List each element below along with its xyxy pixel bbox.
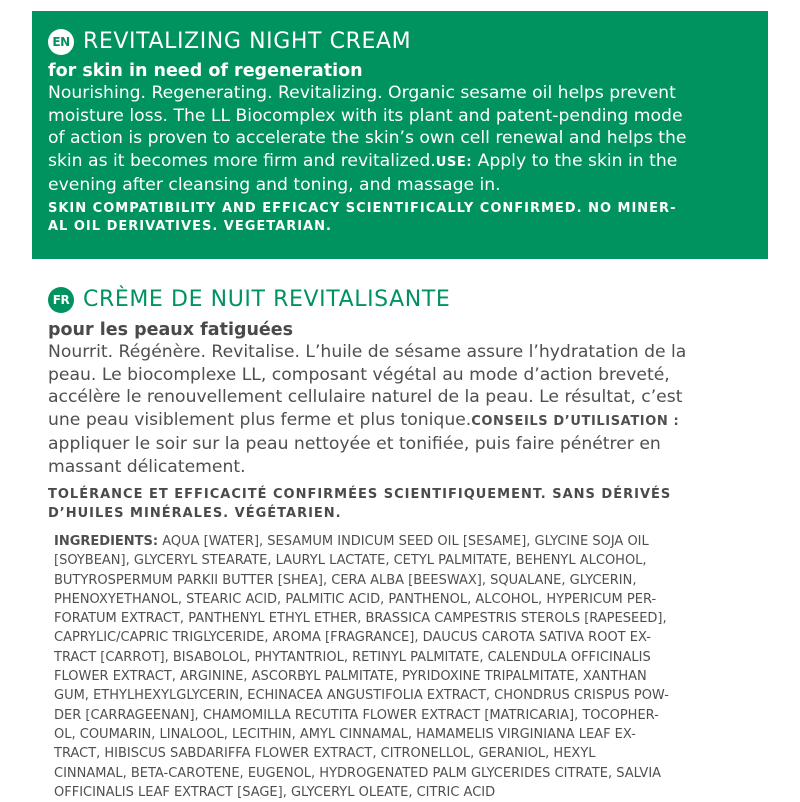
english-description-line: of action is proven to accelerate the skin’s own cell renewal and helps the <box>48 128 687 148</box>
ingredients-line: TRACT, HIBISCUS SABDARIFFA FLOWER EXTRACT, CITRONELLOL, GERANIOL, HEXYL <box>54 746 596 762</box>
ingredients-line: OL, COUMARIN, LINALOOL, LECITHIN, AMYL CINNAMAL, HAMAMELIS VIRGINIANA LEAF EX- <box>54 726 636 742</box>
ingredients-line: FLOWER EXTRACT, ARGININE, ASCORBYL PALMITATE, PYRIDOXINE TRIPALMITATE, XANTHAN <box>54 669 647 685</box>
french-use-label: CONSEILS D’UTILISATION : <box>471 413 680 429</box>
ingredients-line <box>54 532 774 551</box>
english-description-line: Nourishing. Regenerating. Revitalizing. Organic sesame oil helps prevent <box>48 83 676 103</box>
english-description-line <box>48 150 768 175</box>
ingredients-list <box>54 532 774 802</box>
ingredients-line: FORATUM EXTRACT, PANTHENYL ETHYL ETHER, BRASSICA CAMPESTRIS STEROLS [RAPESEED], <box>54 611 667 627</box>
english-description-line: evening after cleansing and toning, and massage in. <box>48 175 501 195</box>
french-description-line: accélère le renouvellement cellulaire naturel de la peau. Le résultat, c’est <box>48 387 683 407</box>
english-claims-line: SKIN COMPATIBILITY AND EFFICACY SCIENTIFICALLY CONFIRMED. NO MINER- <box>48 200 677 216</box>
english-use-text: Apply to the skin in the <box>477 150 678 171</box>
ingredients-line: [SOYBEAN], GLYCERYL STEARATE, LAURYL LACTATE, CETYL PALMITATE, BEHENYL ALCOHOL, <box>54 553 647 569</box>
language-badge-fr-icon: FR <box>48 287 74 313</box>
english-claims <box>48 200 768 237</box>
french-description-line: appliquer le soir sur la peau nettoyée et tonifiée, puis faire pénétrer en <box>48 434 661 454</box>
french-description-line <box>48 409 768 434</box>
ingredients-label: INGREDIENTS: <box>54 534 159 549</box>
french-description-line: peau. Le biocomplexe LL, composant végétal au mode d’action breveté, <box>48 364 670 385</box>
english-description <box>48 82 768 197</box>
ingredients-line: OFFICINALIS LEAF EXTRACT [SAGE], GLYCERYL OLEATE, CITRIC ACID <box>54 784 496 800</box>
ingredients-line: GUM, ETHYLHEXYLGLYCERIN, ECHINACEA ANGUSTIFOLIA EXTRACT, CHONDRUS CRISPUS POW- <box>54 688 669 704</box>
french-claims <box>48 486 768 523</box>
french-claims-line: D’HUILES MINÉRALES. VÉGÉTARIEN. <box>48 505 342 521</box>
french-product-title: CRÈME DE NUIT REVITALISANTE <box>83 287 451 312</box>
english-description-line: moisture loss. The LL Biocomplex with its plant and patent-pending mode <box>48 105 683 126</box>
ingredients-text: AQUA [WATER], SESAMUM INDICUM SEED OIL [SESAME], GLYCINE SOJA OIL <box>158 534 649 549</box>
french-description-line: massant délicatement. <box>48 456 246 477</box>
french-section <box>48 284 768 523</box>
french-claims-line: TOLÉRANCE ET EFFICACITÉ CONFIRMÉES SCIENTIFIQUEMENT. SANS DÉRIVÉS <box>48 487 672 502</box>
ingredients-line: CAPRYLIC/CAPRIC TRIGLYCERIDE, AROMA [FRAGRANCE], DAUCUS CAROTA SATIVA ROOT EX- <box>54 630 651 646</box>
french-description-line: Nourrit. Régénère. Revitalise. L’huile de sésame assure l’hydratation de la <box>48 342 687 362</box>
ingredients-line: TRACT [CARROT], BISABOLOL, PHYTANTRIOL, RETINYL PALMITATE, CALENDULA OFFICINALIS <box>54 649 651 665</box>
ingredients-line: CINNAMAL, BETA-CAROTENE, EUGENOL, HYDROGENATED PALM GLYCERIDES CITRATE, SALVIA <box>54 765 662 781</box>
ingredients-line: PHENOXYETHANOL, STEARIC ACID, PALMITIC ACID, PANTHENOL, ALCOHOL, HYPERICUM PER- <box>54 591 657 607</box>
english-section <box>32 11 768 259</box>
english-title-row <box>48 26 768 58</box>
english-product-title: REVITALIZING NIGHT CREAM <box>83 29 412 54</box>
english-use-label: USE: <box>435 154 473 170</box>
english-claims-line: AL OIL DERIVATIVES. VEGETARIAN. <box>48 219 332 234</box>
english-description-text: skin as it becomes more firm and revitalized. <box>48 150 436 171</box>
ingredients-line: BUTYROSPERMUM PARKII BUTTER [SHEA], CERA ALBA [BEESWAX], SQUALANE, GLYCERIN, <box>54 572 637 588</box>
french-subtitle: pour les peaux fatiguées <box>48 320 294 340</box>
french-description-text: une peau visiblement plus ferme et plus tonique. <box>48 409 472 430</box>
ingredients-line: DER [CARRAGEENAN], CHAMOMILLA RECUTITA FLOWER EXTRACT [MATRICARIA], TOCOPHER- <box>54 707 659 723</box>
english-subtitle: for skin in need of regeneration <box>48 61 363 81</box>
french-description <box>48 341 768 478</box>
french-title-row <box>48 284 768 316</box>
language-badge-en-icon: EN <box>48 29 74 55</box>
